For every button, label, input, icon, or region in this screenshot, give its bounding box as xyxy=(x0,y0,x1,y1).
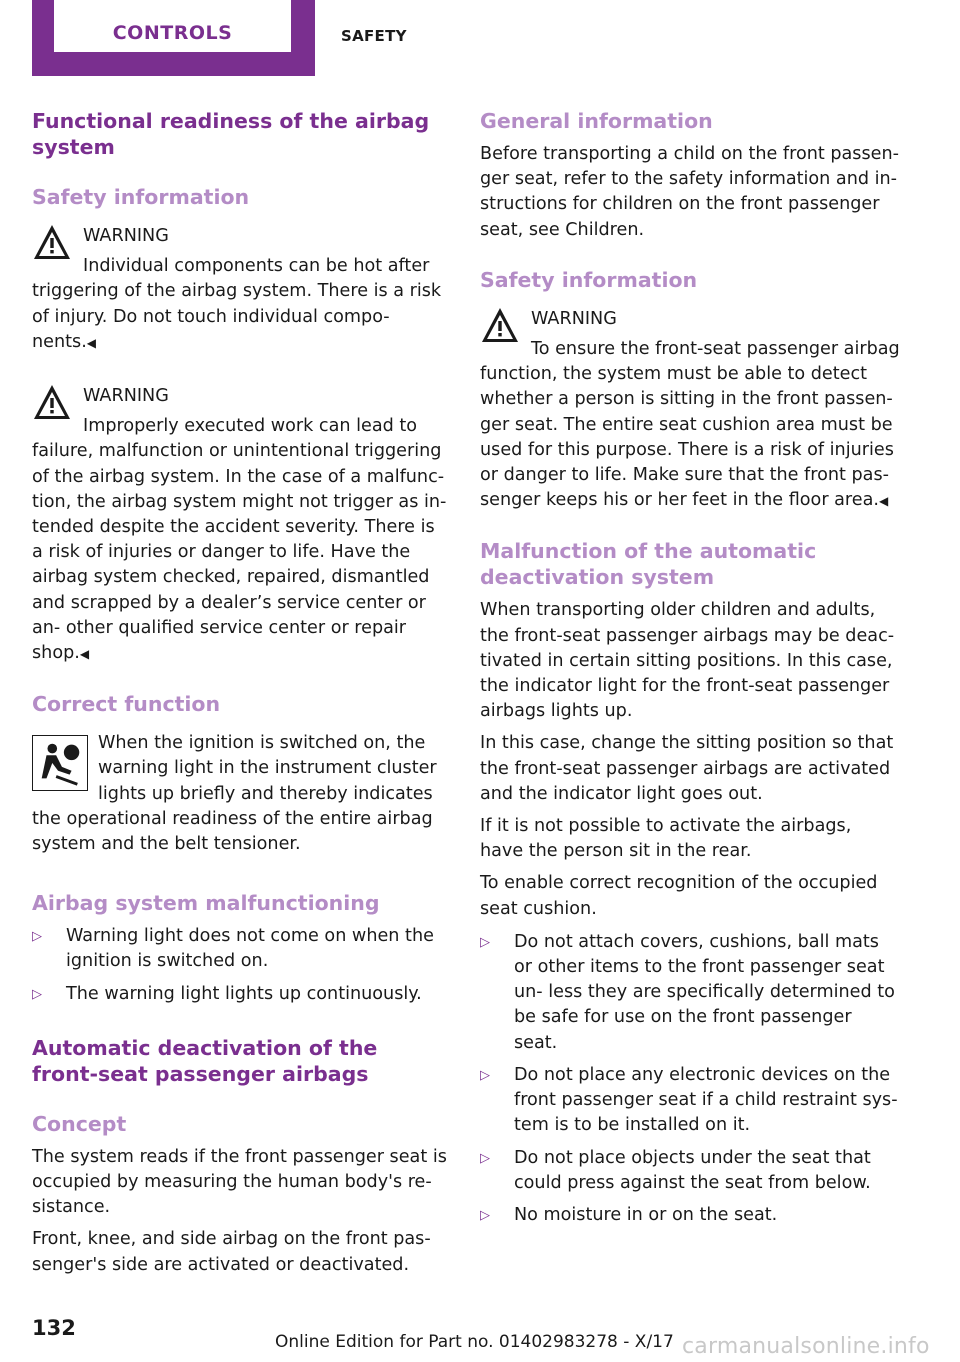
warning-block-detection xyxy=(480,303,900,515)
list-item: ▷ No moisture in or on the seat. xyxy=(480,1203,900,1228)
heading-malfunction-automatic-deactivation: Malfunction of the automatic deactivation system xyxy=(480,539,817,590)
warning-triangle-icon xyxy=(480,305,520,345)
concept-paragraph-2: Front, knee, and side airbag on the front pas- senger's side are activated or deactivated. xyxy=(32,1229,431,1275)
warning-triangle-icon xyxy=(32,382,72,422)
malfunction-paragraph-4: To enable correct recognition of the occupied seat cushion. xyxy=(480,873,878,919)
heading-safety-information: Safety information xyxy=(480,267,698,292)
heading-safety-information: Safety information xyxy=(32,185,250,209)
heading-concept: Concept xyxy=(32,1111,127,1136)
edition-footer: Online Edition for Part no. 01402983278 - X/17 xyxy=(275,1332,674,1352)
list-item: ▷ The warning light lights up continuously. xyxy=(32,982,448,1007)
correct-function-block xyxy=(32,731,448,864)
end-mark-icon: ◀ xyxy=(878,494,889,509)
heading-general-information: General information xyxy=(480,109,713,133)
malfunction-paragraph-3: If it is not possible to activate the airbags, have the person sit in the rear. xyxy=(480,816,852,862)
end-mark-icon: ◀ xyxy=(86,335,97,350)
list-item: ▷ Warning light does not come on when the ignition is switched on. xyxy=(32,926,434,972)
warning-block-hot-components xyxy=(32,220,448,356)
warning-text: Improperly executed work can lead to failure, malfunction or unintentional triggering of the airbag system. In the case of a malfunc- tion, the airbag system might not trigger as in- tended despite the accident severity. There is a risk of injuries or danger to life. Have the airbag system checked, repaired, dismantled and scrapped by a dealer’s service center or an- other qualified service center or repair shop. xyxy=(32,416,447,664)
list-item: ▷ Do not place any electronic devices on the front passenger seat if a child restraint sys- tem is to be installed on it. xyxy=(480,1064,898,1136)
concept-paragraph-1: The system reads if the front passenger seat is occupied by measuring the human body's re- sistance. xyxy=(32,1146,447,1218)
watermark: carmanualsonline.info xyxy=(682,1334,930,1359)
heading-automatic-deactivation: Automatic deactivation of the front-seat passenger airbags xyxy=(32,1035,378,1086)
correct-function-text: When the ignition is switched on, the warning light in the instrument cluster lights up briefly and thereby indicates the operational readiness of the entire airbag system and the belt tensioner. xyxy=(32,733,437,855)
bullet-triangle-icon: ▷ xyxy=(32,929,42,945)
bullet-triangle-icon: ▷ xyxy=(480,934,490,950)
list-item: ▷ Do not attach covers, cushions, ball mats or other items to the front passenger seat un- less they are specifically determined to be safe for use on the front passenger seat. xyxy=(480,931,895,1053)
malfunction-list xyxy=(32,924,448,1007)
bullet-triangle-icon: ▷ xyxy=(32,986,42,1002)
warning-title: WARNING xyxy=(531,308,617,329)
list-item: ▷ Do not place objects under the seat that could press against the seat from below. xyxy=(480,1147,871,1193)
general-information-text: Before transporting a child on the front passen- ger seat, refer to the safety information and in- structions for children on the front passenger seat, see Children. xyxy=(480,144,899,240)
heading-airbag-malfunctioning: Airbag system malfunctioning xyxy=(32,891,380,916)
warning-title: WARNING xyxy=(83,386,169,407)
end-mark-icon: ◀ xyxy=(79,647,90,662)
warning-title: WARNING xyxy=(83,226,169,246)
malfunction-paragraph-1: When transporting older children and adults, the front-seat passenger airbags may be deac- tivated in certain sitting positions. In this case, the indicator light for the front-seat passenger airbags lights up. xyxy=(480,600,895,722)
airbag-warning-light-icon xyxy=(32,735,88,791)
heading-functional-readiness: Functional readiness of the airbag system xyxy=(32,109,430,159)
warning-text: Individual components can be hot after triggering of the airbag system. There is a risk of injury. Do not touch individual compo- nents. xyxy=(32,256,442,352)
warning-block-improper-work xyxy=(32,380,448,667)
tab-controls[interactable]: CONTROLS xyxy=(112,22,233,44)
bullet-triangle-icon: ▷ xyxy=(480,1150,490,1166)
page-number: 132 xyxy=(32,1316,76,1340)
bullet-triangle-icon: ▷ xyxy=(480,1207,490,1223)
right-column xyxy=(480,108,900,1256)
warning-text: To ensure the front-seat passenger airbag function, the system must be able to detect whether a person is sitting in the front passen- ger seat. The entire seat cushion area must be used for this purpose. There is a risk of injuries or danger to life. Make sure that the front pas- senger keeps his or her feet in the floor area. xyxy=(480,339,900,511)
left-column xyxy=(32,108,448,1285)
heading-correct-function: Correct function xyxy=(32,692,221,717)
tab-safety[interactable]: SAFETY xyxy=(341,27,407,45)
warning-triangle-icon xyxy=(32,222,72,262)
seat-recognition-list xyxy=(480,930,900,1228)
bullet-triangle-icon: ▷ xyxy=(480,1067,490,1083)
malfunction-paragraph-2: In this case, change the sitting position so that the front-seat passenger airbags are activated and the indicator light goes out. xyxy=(480,733,894,804)
